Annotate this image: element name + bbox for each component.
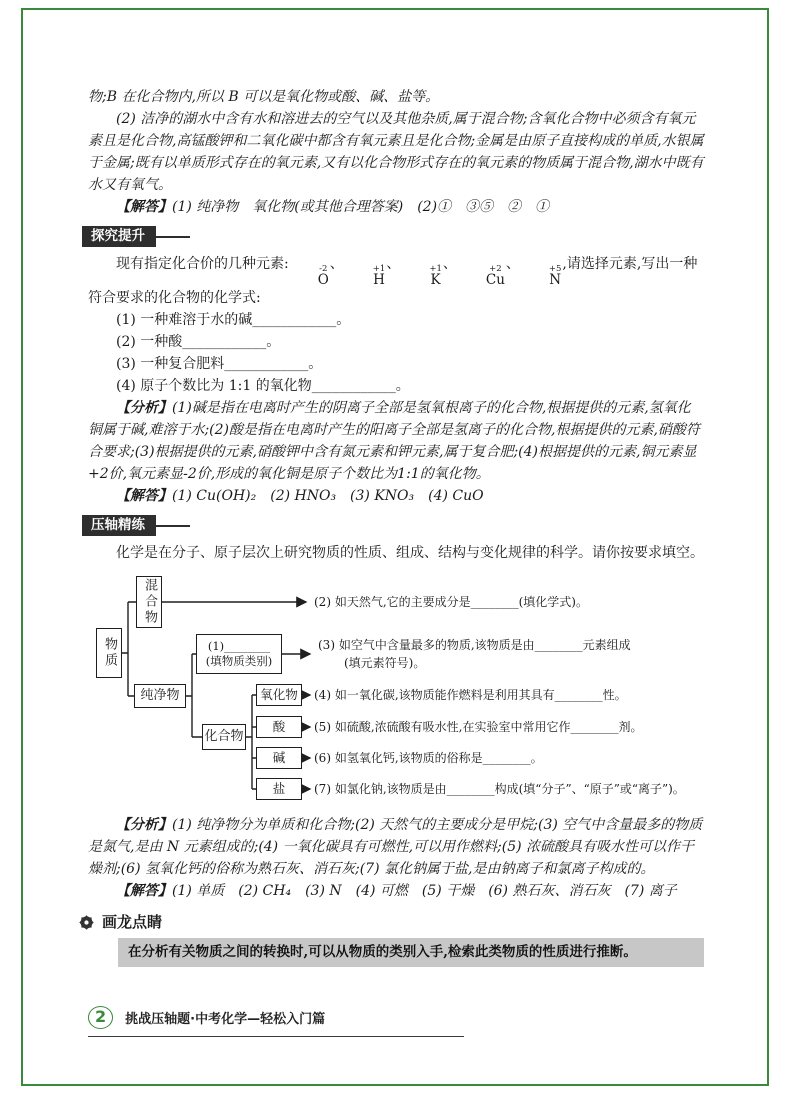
diagram-item-3-line2: (填元素符号)。 xyxy=(344,656,426,670)
tanjiu-item-2: (2) 一种酸____________。 xyxy=(116,334,281,350)
section-tab-label: 压轴精练 xyxy=(82,515,156,536)
intro-post: ,请选择元素,写出一种符合要求的化合物的化学式: xyxy=(88,256,698,306)
section-tab-label: 探究提升 xyxy=(82,226,156,247)
tanjiu-answer xyxy=(88,485,704,507)
yazhou-intro: 化学是在分子、原子层次上研究物质的性质、组成、结构与变化规律的科学。请你按要求填空。 xyxy=(116,545,704,561)
diagram-box-salt: 盐 xyxy=(256,778,302,800)
diagram-item-2: (2) 如天然气,它的主要成分是________(填化学式)。 xyxy=(314,595,588,609)
diagram-box-compound: 化合物 xyxy=(202,724,246,750)
blank-category-line2: (填物质类别) xyxy=(205,654,273,668)
section-tab-dash xyxy=(156,525,190,527)
answer-text: (1) 单质 (2) CH₄ (3) N (4) 可燃 (5) 干燥 (6) 熟石灰、消石灰 (7) 离子 xyxy=(172,883,677,899)
diagram-box-pure-substance: 纯净物 xyxy=(134,684,186,708)
page-footer xyxy=(88,1006,464,1037)
tip-header xyxy=(78,912,704,932)
element-K: +1 K xyxy=(429,264,442,288)
intro-pre: 现有指定化合价的几种元素: xyxy=(116,256,289,272)
diagram-item-6: (6) 如氢氧化钙,该物质的俗称是________。 xyxy=(314,751,543,765)
element-O: -2 O xyxy=(317,264,329,288)
analysis-label: 【分析】 xyxy=(116,400,172,416)
tanjiu-item-4: (4) 原子个数比为 1:1 的氧化物____________。 xyxy=(116,378,410,394)
substance-classification-diagram xyxy=(90,570,704,810)
tanjiu-item-3: (3) 一种复合肥料____________。 xyxy=(116,356,323,372)
valence-element-list: -2 O 、 +1 H 、 +1 K 、 +2 Cu 、 +5 N xyxy=(289,256,563,272)
answer-text: (1) Cu(OH)₂ (2) HNO₃ (3) KNO₃ (4) CuO xyxy=(172,488,484,504)
tip-box: 在分析有关物质之间的转换时,可以从物质的类别入手,检索此类物质的性质进行推断。 xyxy=(118,938,704,967)
tanjiu-item-1: (1) 一种难溶于水的碱____________。 xyxy=(116,312,351,328)
analysis-text: (1) 纯净物分为单质和化合物;(2) 天然气的主要成分是甲烷;(3) 空气中含量最多的物质是氮气,是由 N 元素组成的;(4) 一氧化碳具有可燃性,可以用作燃料;(5) 浓硫酸具有吸水性可以作干燥剂;(6) 氢氧化钙的俗称为熟石灰、消石灰;(7) 氯化钠属于盐,是由钠离子和氯离子构成的。 xyxy=(88,817,703,877)
diagram-item-7: (7) 如氯化钠,该物质是由________构成(填“分子”、“原子”或“离子”)。 xyxy=(314,782,685,796)
gear-icon xyxy=(78,914,95,931)
book-title: 挑战压轴题·中考化学—轻松入门篇 xyxy=(125,1012,326,1027)
blank-category-line1: (1)________ xyxy=(207,639,271,653)
tanjiu-question-intro xyxy=(88,253,704,309)
answer-label: 【解答】 xyxy=(116,883,172,899)
analysis-label: 【分析】 xyxy=(116,817,172,833)
diagram-box-base: 碱 xyxy=(256,747,302,769)
analysis-text: (1)碱是指在电离时产生的阴离子全部是氢氧根离子的化合物,根据提供的元素,氢氧化铜属于碱,难溶于水;(2)酸是指在电离时产生的阳离子全部是氢离子的化合物,根据提供的元素,硝酸符合要求;(3)根据提供的元素,硝酸钾中含有氮元素和钾元素,属于复合肥;(4)根据提供的元素,铜元素显+2价,氧元素显-2价,形成的氧化铜是原子个数比为1:1的氧化物。 xyxy=(88,400,700,482)
page-content xyxy=(88,86,704,967)
diagram-item-5: (5) 如硫酸,浓硫酸有吸水性,在实验室中常用它作________剂。 xyxy=(314,720,643,734)
tanjiu-analysis xyxy=(88,397,704,485)
element-Cu: +2 Cu xyxy=(485,264,505,288)
diagram-item-3-line1: (3) 如空气中含量最多的物质,该物质是由________元素组成 xyxy=(318,638,631,652)
page-number: 2 xyxy=(88,1006,113,1029)
prev-solution-paragraph: (2) 洁净的湖水中含有水和溶进去的空气以及其他杂质,属于混合物;含氧化合物中必须含有氧元素且是化合物,高锰酸钾和二氧化碳中都含有氧元素且是化合物;金属是由原子直接构成的单质,水银属于金属;既有以单质形式存在的氧元素,又有以化合物形式存在的氧元素的物质属于混合物,湖水中既有水又有氧气。 xyxy=(88,111,704,193)
prev-solution-continuation: 物;B 在化合物内,所以 B 可以是氧化物或酸、碱、盐等。 xyxy=(88,89,440,105)
diagram-box-substance: 物质 xyxy=(96,628,122,678)
diagram-item-4: (4) 如一氧化碳,该物质能作燃料是利用其具有________性。 xyxy=(314,688,627,702)
diagram-box-oxide: 氧化物 xyxy=(256,684,302,706)
section-tab-dash xyxy=(156,236,190,238)
yazhou-analysis xyxy=(88,814,704,880)
diagram-box-mixture: 混合物 xyxy=(136,576,162,628)
diagram-box-acid: 酸 xyxy=(256,716,302,738)
answer-label: 【解答】 xyxy=(116,199,172,215)
answer-text: (1) 纯净物 氧化物(或其他合理答案) (2)① ③⑤ ② ① xyxy=(172,199,550,215)
tip-header-label: 画龙点睛 xyxy=(102,913,163,931)
element-N: +5 N xyxy=(548,264,562,288)
section-header-yazhou xyxy=(82,515,704,536)
answer-label: 【解答】 xyxy=(116,488,172,504)
diagram-item-3 xyxy=(318,636,631,672)
section-header-tanjiu xyxy=(82,226,704,247)
element-H: +1 H xyxy=(372,264,386,288)
yazhou-answer xyxy=(88,880,704,902)
prev-solution-answer xyxy=(88,196,704,218)
diagram-box-blank-category xyxy=(196,634,282,674)
